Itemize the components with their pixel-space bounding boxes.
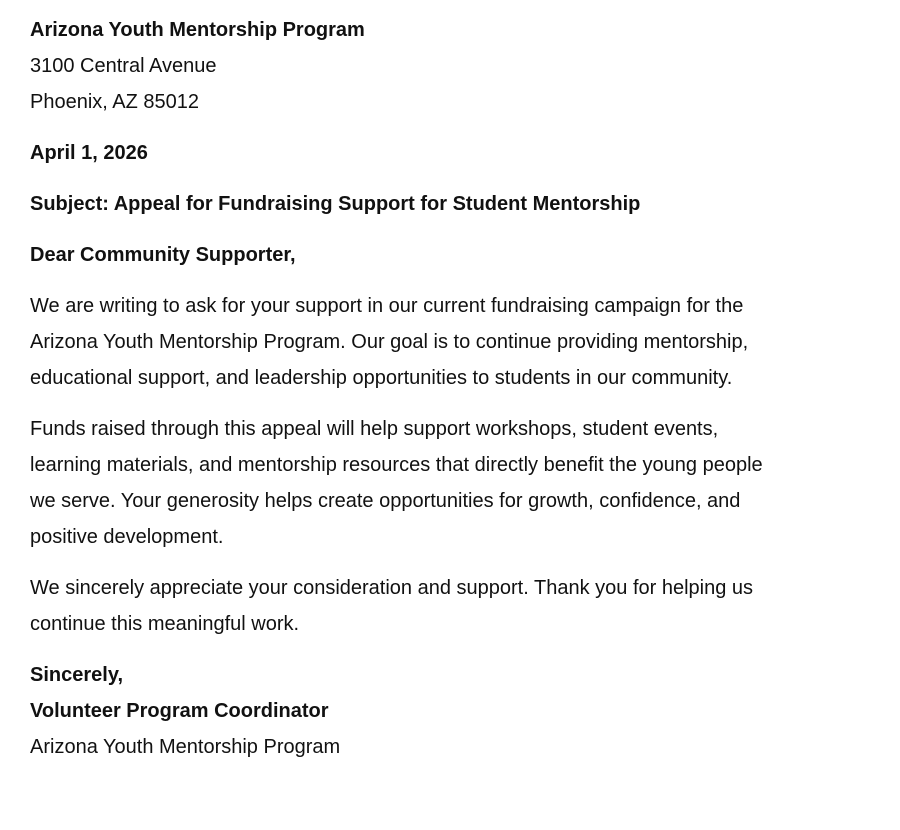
signature-org: Arizona Youth Mentorship Program xyxy=(30,736,341,758)
body-paragraph-1: We are writing to ask for your support in our current fundraising campaign for the Arizona Youth Mentorship Program. Our goal is to continue providing mentorship, educational support, and leadership opportunities to students in our community. xyxy=(30,295,749,389)
salutation: Dear Community Supporter, xyxy=(30,244,296,266)
letter-date: April 1, 2026 xyxy=(30,142,148,164)
body-paragraph-2: Funds raised through this appeal will help support workshops, student events, learning materials, and mentorship resources that directly benefit the young people we serve. Your generosity helps create opportunities for growth, confidence, and positive development. xyxy=(30,418,763,548)
signature-block xyxy=(30,657,810,765)
sender-street-address: 3100 Central Avenue xyxy=(30,55,217,77)
letter-content xyxy=(30,12,810,765)
subject-line: Subject: Appeal for Fundraising Support for Student Mentorship xyxy=(30,193,641,215)
sender-org-name: Arizona Youth Mentorship Program xyxy=(30,19,365,41)
closing: Sincerely, xyxy=(30,664,124,686)
subject-block xyxy=(30,186,810,222)
salutation-block xyxy=(30,237,810,273)
sender-city-state-zip: Phoenix, AZ 85012 xyxy=(30,91,200,113)
signature-title: Volunteer Program Coordinator xyxy=(30,700,329,722)
sender-address-block xyxy=(30,12,810,120)
body-paragraph-3: We sincerely appreciate your consideration and support. Thank you for helping us continue this meaningful work. xyxy=(30,577,754,635)
date-block xyxy=(30,135,810,171)
